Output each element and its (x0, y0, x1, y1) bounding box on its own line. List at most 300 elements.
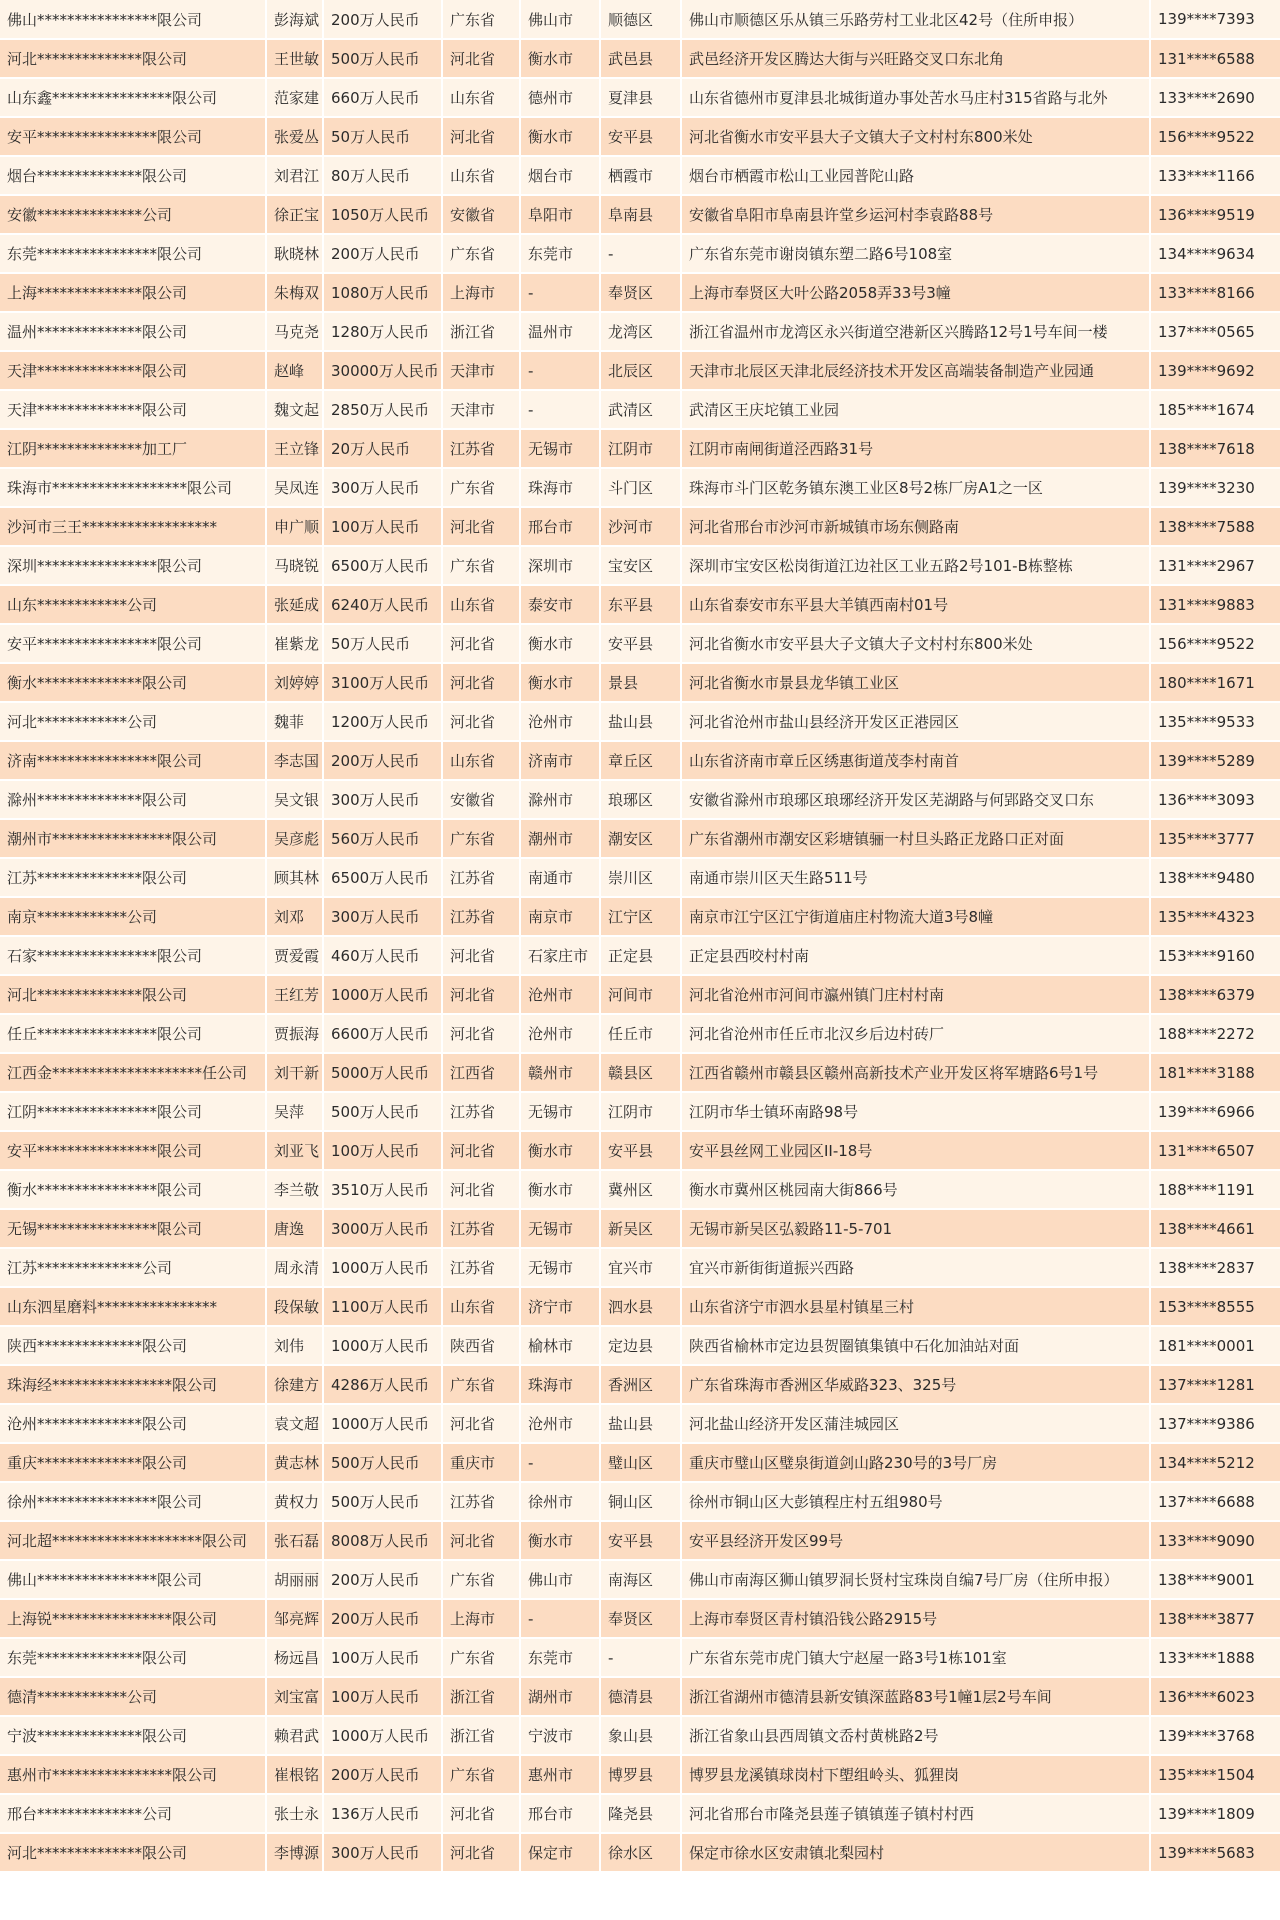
district-cell: 盐山县 (600, 702, 681, 741)
table-row (0, 1677, 1280, 1716)
registered-capital-cell: 300万人民币 (323, 1833, 442, 1872)
table-row (0, 1755, 1280, 1794)
phone-cell: 135****9533 (1150, 702, 1280, 741)
phone-cell: 133****2690 (1150, 78, 1280, 117)
table-row (0, 819, 1280, 858)
registered-capital-cell: 1280万人民币 (323, 312, 442, 351)
city-cell: - (520, 1599, 600, 1638)
province-cell: 广东省 (442, 468, 520, 507)
table-row (0, 390, 1280, 429)
city-cell: 无锡市 (520, 429, 600, 468)
city-cell: 赣州市 (520, 1053, 600, 1092)
company-name-cell: 东莞**************限公司 (0, 1638, 266, 1677)
phone-cell: 138****3877 (1150, 1599, 1280, 1638)
table-row (0, 1014, 1280, 1053)
province-cell: 山东省 (442, 1287, 520, 1326)
district-cell: 章丘区 (600, 741, 681, 780)
address-cell: 河北省衡水市安平县大子文镇大子文村村东800米处 (681, 624, 1150, 663)
table-row (0, 780, 1280, 819)
registered-capital-cell: 1080万人民币 (323, 273, 442, 312)
address-cell: 广东省东莞市虎门镇大宁赵屋一路3号1栋101室 (681, 1638, 1150, 1677)
table-row (0, 1209, 1280, 1248)
district-cell: 潮安区 (600, 819, 681, 858)
district-cell: 隆尧县 (600, 1794, 681, 1833)
contact-name-cell: 耿晓林 (266, 234, 323, 273)
province-cell: 江苏省 (442, 1248, 520, 1287)
table-row (0, 234, 1280, 273)
city-cell: 衡水市 (520, 1521, 600, 1560)
contact-name-cell: 魏文起 (266, 390, 323, 429)
registered-capital-cell: 50万人民币 (323, 117, 442, 156)
city-cell: 沧州市 (520, 975, 600, 1014)
district-cell: 璧山区 (600, 1443, 681, 1482)
city-cell: 东莞市 (520, 234, 600, 273)
registered-capital-cell: 300万人民币 (323, 897, 442, 936)
registered-capital-cell: 1000万人民币 (323, 1404, 442, 1443)
phone-cell: 131****2967 (1150, 546, 1280, 585)
contact-name-cell: 王立锋 (266, 429, 323, 468)
address-cell: 河北省沧州市任丘市北汉乡后边村砖厂 (681, 1014, 1150, 1053)
phone-cell: 131****6588 (1150, 39, 1280, 78)
district-cell: 河间市 (600, 975, 681, 1014)
company-name-cell: 烟台**************限公司 (0, 156, 266, 195)
table-row (0, 1365, 1280, 1404)
address-cell: 江阴市南闸街道泾西路31号 (681, 429, 1150, 468)
district-cell: 江阴市 (600, 429, 681, 468)
district-cell: 武邑县 (600, 39, 681, 78)
province-cell: 山东省 (442, 78, 520, 117)
province-cell: 山东省 (442, 585, 520, 624)
city-cell: 佛山市 (520, 0, 600, 39)
district-cell: 景县 (600, 663, 681, 702)
company-name-cell: 陕西**************限公司 (0, 1326, 266, 1365)
registered-capital-cell: 5000万人民币 (323, 1053, 442, 1092)
address-cell: 浙江省湖州市德清县新安镇深蓝路83号1幢1层2号车间 (681, 1677, 1150, 1716)
district-cell: 南海区 (600, 1560, 681, 1599)
district-cell: 阜南县 (600, 195, 681, 234)
company-name-cell: 衡水**************限公司 (0, 663, 266, 702)
company-name-cell: 安平****************限公司 (0, 624, 266, 663)
registered-capital-cell: 80万人民币 (323, 156, 442, 195)
phone-cell: 139****3230 (1150, 468, 1280, 507)
registered-capital-cell: 460万人民币 (323, 936, 442, 975)
contact-name-cell: 刘亚飞 (266, 1131, 323, 1170)
phone-cell: 133****8166 (1150, 273, 1280, 312)
province-cell: 天津市 (442, 390, 520, 429)
contact-name-cell: 李兰敬 (266, 1170, 323, 1209)
district-cell: 象山县 (600, 1716, 681, 1755)
contact-name-cell: 王红芳 (266, 975, 323, 1014)
registered-capital-cell: 6500万人民币 (323, 858, 442, 897)
province-cell: 安徽省 (442, 780, 520, 819)
district-cell: 奉贤区 (600, 273, 681, 312)
address-cell: 无锡市新吴区弘毅路11-5-701 (681, 1209, 1150, 1248)
address-cell: 博罗县龙溪镇球岗村下塱组岭头、狐狸岗 (681, 1755, 1150, 1794)
registered-capital-cell: 100万人民币 (323, 1638, 442, 1677)
phone-cell: 137****1281 (1150, 1365, 1280, 1404)
table-row (0, 1287, 1280, 1326)
company-name-cell: 上海**************限公司 (0, 273, 266, 312)
registered-capital-cell: 560万人民币 (323, 819, 442, 858)
district-cell: 定边县 (600, 1326, 681, 1365)
address-cell: 江阴市华士镇环南路98号 (681, 1092, 1150, 1131)
address-cell: 重庆市璧山区璧泉街道剑山路230号的3号厂房 (681, 1443, 1150, 1482)
contact-name-cell: 朱梅双 (266, 273, 323, 312)
district-cell: 安平县 (600, 624, 681, 663)
province-cell: 江苏省 (442, 1482, 520, 1521)
province-cell: 江苏省 (442, 1209, 520, 1248)
contact-name-cell: 李志国 (266, 741, 323, 780)
phone-cell: 138****2837 (1150, 1248, 1280, 1287)
address-cell: 天津市北辰区天津北辰经济技术开发区高端装备制造产业园通 (681, 351, 1150, 390)
phone-cell: 135****4323 (1150, 897, 1280, 936)
registered-capital-cell: 200万人民币 (323, 0, 442, 39)
contact-name-cell: 张士永 (266, 1794, 323, 1833)
table-row (0, 507, 1280, 546)
company-name-cell: 重庆**************限公司 (0, 1443, 266, 1482)
table-row (0, 1248, 1280, 1287)
province-cell: 天津市 (442, 351, 520, 390)
contact-name-cell: 顾其林 (266, 858, 323, 897)
table-row (0, 936, 1280, 975)
district-cell: 栖霞市 (600, 156, 681, 195)
province-cell: 河北省 (442, 507, 520, 546)
address-cell: 河北省邢台市隆尧县莲子镇镇莲子镇村村西 (681, 1794, 1150, 1833)
province-cell: 上海市 (442, 273, 520, 312)
registered-capital-cell: 136万人民币 (323, 1794, 442, 1833)
city-cell: 邢台市 (520, 507, 600, 546)
contact-name-cell: 刘伟 (266, 1326, 323, 1365)
company-name-cell: 惠州市****************限公司 (0, 1755, 266, 1794)
district-cell: 斗门区 (600, 468, 681, 507)
phone-cell: 134****5212 (1150, 1443, 1280, 1482)
city-cell: 珠海市 (520, 1365, 600, 1404)
company-name-cell: 江苏**************限公司 (0, 858, 266, 897)
address-cell: 佛山市南海区狮山镇罗洞长贤村宝珠岗自编7号厂房（住所申报） (681, 1560, 1150, 1599)
contact-name-cell: 赵峰 (266, 351, 323, 390)
phone-cell: 137****0565 (1150, 312, 1280, 351)
district-cell: 崇川区 (600, 858, 681, 897)
phone-cell: 136****3093 (1150, 780, 1280, 819)
district-cell: 宜兴市 (600, 1248, 681, 1287)
address-cell: 陕西省榆林市定边县贺圈镇集镇中石化加油站对面 (681, 1326, 1150, 1365)
contact-name-cell: 段保敏 (266, 1287, 323, 1326)
phone-cell: 131****9883 (1150, 585, 1280, 624)
contact-name-cell: 唐逸 (266, 1209, 323, 1248)
address-cell: 佛山市顺德区乐从镇三乐路劳村工业北区42号（住所申报） (681, 0, 1150, 39)
phone-cell: 188****2272 (1150, 1014, 1280, 1053)
table-row (0, 1716, 1280, 1755)
registered-capital-cell: 50万人民币 (323, 624, 442, 663)
district-cell: 沙河市 (600, 507, 681, 546)
contact-name-cell: 申广顺 (266, 507, 323, 546)
district-cell: 徐水区 (600, 1833, 681, 1872)
contact-name-cell: 李博源 (266, 1833, 323, 1872)
district-cell: - (600, 234, 681, 273)
district-cell: 武清区 (600, 390, 681, 429)
phone-cell: 133****9090 (1150, 1521, 1280, 1560)
province-cell: 浙江省 (442, 1677, 520, 1716)
province-cell: 河北省 (442, 936, 520, 975)
registered-capital-cell: 500万人民币 (323, 1443, 442, 1482)
city-cell: 沧州市 (520, 1014, 600, 1053)
contact-name-cell: 贾爱霞 (266, 936, 323, 975)
city-cell: 南京市 (520, 897, 600, 936)
city-cell: - (520, 1443, 600, 1482)
contact-name-cell: 吴文银 (266, 780, 323, 819)
company-name-cell: 佛山****************限公司 (0, 1560, 266, 1599)
district-cell: 博罗县 (600, 1755, 681, 1794)
company-name-cell: 宁波**************限公司 (0, 1716, 266, 1755)
province-cell: 安徽省 (442, 195, 520, 234)
province-cell: 江苏省 (442, 858, 520, 897)
address-cell: 上海市奉贤区大叶公路2058弄33号3幢 (681, 273, 1150, 312)
contact-name-cell: 张延成 (266, 585, 323, 624)
province-cell: 陕西省 (442, 1326, 520, 1365)
province-cell: 河北省 (442, 975, 520, 1014)
city-cell: 衡水市 (520, 1170, 600, 1209)
contact-name-cell: 吴凤连 (266, 468, 323, 507)
contact-name-cell: 胡丽丽 (266, 1560, 323, 1599)
province-cell: 广东省 (442, 1638, 520, 1677)
address-cell: 山东省济南市章丘区绣惠街道茂李村南首 (681, 741, 1150, 780)
city-cell: 德州市 (520, 78, 600, 117)
table-row (0, 1521, 1280, 1560)
company-name-cell: 潮州市****************限公司 (0, 819, 266, 858)
contact-name-cell: 黄权力 (266, 1482, 323, 1521)
contact-name-cell: 张石磊 (266, 1521, 323, 1560)
contact-name-cell: 徐正宝 (266, 195, 323, 234)
address-cell: 南通市崇川区天生路511号 (681, 858, 1150, 897)
district-cell: 正定县 (600, 936, 681, 975)
district-cell: 夏津县 (600, 78, 681, 117)
company-name-cell: 济南****************限公司 (0, 741, 266, 780)
company-name-cell: 河北超********************限公司 (0, 1521, 266, 1560)
city-cell: 潮州市 (520, 819, 600, 858)
address-cell: 徐州市铜山区大彭镇程庄村五组980号 (681, 1482, 1150, 1521)
contact-name-cell: 马克尧 (266, 312, 323, 351)
registered-capital-cell: 100万人民币 (323, 507, 442, 546)
table-row (0, 1443, 1280, 1482)
table-row (0, 1326, 1280, 1365)
company-name-cell: 德清************公司 (0, 1677, 266, 1716)
registered-capital-cell: 500万人民币 (323, 1092, 442, 1131)
district-cell: 顺德区 (600, 0, 681, 39)
province-cell: 浙江省 (442, 312, 520, 351)
address-cell: 武清区王庆坨镇工业园 (681, 390, 1150, 429)
registered-capital-cell: 200万人民币 (323, 234, 442, 273)
province-cell: 江西省 (442, 1053, 520, 1092)
registered-capital-cell: 3510万人民币 (323, 1170, 442, 1209)
company-name-cell: 山东************公司 (0, 585, 266, 624)
phone-cell: 138****6379 (1150, 975, 1280, 1014)
phone-cell: 180****1671 (1150, 663, 1280, 702)
phone-cell: 185****1674 (1150, 390, 1280, 429)
address-cell: 广东省珠海市香洲区华威路323、325号 (681, 1365, 1150, 1404)
phone-cell: 181****3188 (1150, 1053, 1280, 1092)
contact-name-cell: 邹亮辉 (266, 1599, 323, 1638)
contact-name-cell: 彭海斌 (266, 0, 323, 39)
city-cell: 济南市 (520, 741, 600, 780)
city-cell: 阜阳市 (520, 195, 600, 234)
registered-capital-cell: 200万人民币 (323, 1599, 442, 1638)
registered-capital-cell: 20万人民币 (323, 429, 442, 468)
contact-name-cell: 杨远昌 (266, 1638, 323, 1677)
company-name-cell: 沧州**************限公司 (0, 1404, 266, 1443)
city-cell: 惠州市 (520, 1755, 600, 1794)
company-name-cell: 安徽**************公司 (0, 195, 266, 234)
city-cell: 烟台市 (520, 156, 600, 195)
phone-cell: 139****9692 (1150, 351, 1280, 390)
district-cell: 北辰区 (600, 351, 681, 390)
province-cell: 河北省 (442, 1833, 520, 1872)
city-cell: 石家庄市 (520, 936, 600, 975)
company-name-cell: 任丘****************限公司 (0, 1014, 266, 1053)
address-cell: 河北省衡水市景县龙华镇工业区 (681, 663, 1150, 702)
address-cell: 浙江省象山县西周镇文岙村黄桃路2号 (681, 1716, 1150, 1755)
phone-cell: 138****9480 (1150, 858, 1280, 897)
company-name-cell: 南京************公司 (0, 897, 266, 936)
province-cell: 河北省 (442, 39, 520, 78)
district-cell: 新吴区 (600, 1209, 681, 1248)
contact-name-cell: 刘君江 (266, 156, 323, 195)
city-cell: 滁州市 (520, 780, 600, 819)
company-name-cell: 安平****************限公司 (0, 117, 266, 156)
city-cell: - (520, 390, 600, 429)
table-row (0, 468, 1280, 507)
contact-name-cell: 徐建方 (266, 1365, 323, 1404)
table-row (0, 1404, 1280, 1443)
company-name-cell: 徐州****************限公司 (0, 1482, 266, 1521)
phone-cell: 156****9522 (1150, 624, 1280, 663)
address-cell: 上海市奉贤区青村镇沿钱公路2915号 (681, 1599, 1150, 1638)
district-cell: - (600, 1638, 681, 1677)
registered-capital-cell: 6500万人民币 (323, 546, 442, 585)
company-name-cell: 衡水****************限公司 (0, 1170, 266, 1209)
company-name-cell: 山东泗星磨料**************** (0, 1287, 266, 1326)
registered-capital-cell: 500万人民币 (323, 39, 442, 78)
company-name-cell: 东莞****************限公司 (0, 234, 266, 273)
table-row (0, 1560, 1280, 1599)
company-name-cell: 邢台**************公司 (0, 1794, 266, 1833)
contact-name-cell: 吴彦彪 (266, 819, 323, 858)
phone-cell: 131****6507 (1150, 1131, 1280, 1170)
province-cell: 广东省 (442, 0, 520, 39)
table-row (0, 1638, 1280, 1677)
province-cell: 上海市 (442, 1599, 520, 1638)
contact-name-cell: 赖君武 (266, 1716, 323, 1755)
registered-capital-cell: 1000万人民币 (323, 975, 442, 1014)
city-cell: 温州市 (520, 312, 600, 351)
city-cell: 泰安市 (520, 585, 600, 624)
company-name-cell: 河北**************限公司 (0, 39, 266, 78)
company-name-cell: 珠海经****************限公司 (0, 1365, 266, 1404)
address-cell: 南京市江宁区江宁街道庙庄村物流大道3号8幢 (681, 897, 1150, 936)
phone-cell: 181****0001 (1150, 1326, 1280, 1365)
phone-cell: 139****5289 (1150, 741, 1280, 780)
registered-capital-cell: 6240万人民币 (323, 585, 442, 624)
company-name-cell: 河北**************限公司 (0, 975, 266, 1014)
address-cell: 河北盐山经济开发区蒲洼城园区 (681, 1404, 1150, 1443)
table-row (0, 156, 1280, 195)
province-cell: 河北省 (442, 1014, 520, 1053)
table-row (0, 429, 1280, 468)
address-cell: 珠海市斗门区乾务镇东澳工业区8号2栋厂房A1之一区 (681, 468, 1150, 507)
province-cell: 河北省 (442, 702, 520, 741)
contact-name-cell: 范家建 (266, 78, 323, 117)
address-cell: 安平县经济开发区99号 (681, 1521, 1150, 1560)
company-name-cell: 石家****************限公司 (0, 936, 266, 975)
table-row (0, 351, 1280, 390)
city-cell: 沧州市 (520, 702, 600, 741)
company-name-cell: 珠海市******************限公司 (0, 468, 266, 507)
table-row (0, 1482, 1280, 1521)
district-cell: 盐山县 (600, 1404, 681, 1443)
registered-capital-cell: 1200万人民币 (323, 702, 442, 741)
registered-capital-cell: 100万人民币 (323, 1677, 442, 1716)
contact-name-cell: 王世敏 (266, 39, 323, 78)
company-name-cell: 温州**************限公司 (0, 312, 266, 351)
city-cell: 衡水市 (520, 1131, 600, 1170)
address-cell: 宜兴市新街街道振兴西路 (681, 1248, 1150, 1287)
phone-cell: 138****9001 (1150, 1560, 1280, 1599)
company-name-cell: 江阴****************限公司 (0, 1092, 266, 1131)
company-name-cell: 滁州**************限公司 (0, 780, 266, 819)
phone-cell: 137****9386 (1150, 1404, 1280, 1443)
address-cell: 河北省衡水市安平县大子文镇大子文村村东800米处 (681, 117, 1150, 156)
district-cell: 琅琊区 (600, 780, 681, 819)
province-cell: 河北省 (442, 117, 520, 156)
province-cell: 河北省 (442, 1131, 520, 1170)
address-cell: 山东省泰安市东平县大羊镇西南村01号 (681, 585, 1150, 624)
province-cell: 山东省 (442, 741, 520, 780)
company-name-cell: 沙河市三王****************** (0, 507, 266, 546)
phone-cell: 133****1888 (1150, 1638, 1280, 1677)
phone-cell: 139****5683 (1150, 1833, 1280, 1872)
phone-cell: 138****4661 (1150, 1209, 1280, 1248)
registered-capital-cell: 4286万人民币 (323, 1365, 442, 1404)
table-row (0, 975, 1280, 1014)
address-cell: 安徽省阜阳市阜南县许堂乡运河村李袁路88号 (681, 195, 1150, 234)
province-cell: 广东省 (442, 546, 520, 585)
district-cell: 江宁区 (600, 897, 681, 936)
city-cell: 珠海市 (520, 468, 600, 507)
phone-cell: 134****9634 (1150, 234, 1280, 273)
city-cell: 湖州市 (520, 1677, 600, 1716)
table-row (0, 1833, 1280, 1872)
province-cell: 江苏省 (442, 429, 520, 468)
registered-capital-cell: 660万人民币 (323, 78, 442, 117)
registered-capital-cell: 300万人民币 (323, 780, 442, 819)
registered-capital-cell: 1100万人民币 (323, 1287, 442, 1326)
city-cell: 衡水市 (520, 663, 600, 702)
district-cell: 铜山区 (600, 1482, 681, 1521)
phone-cell: 135****3777 (1150, 819, 1280, 858)
address-cell: 河北省沧州市盐山县经济开发区正港园区 (681, 702, 1150, 741)
table-row (0, 624, 1280, 663)
province-cell: 河北省 (442, 1521, 520, 1560)
city-cell: - (520, 273, 600, 312)
address-cell: 山东省济宁市泗水县星村镇星三村 (681, 1287, 1150, 1326)
contact-name-cell: 刘婷婷 (266, 663, 323, 702)
phone-cell: 137****6688 (1150, 1482, 1280, 1521)
province-cell: 河北省 (442, 663, 520, 702)
district-cell: 赣县区 (600, 1053, 681, 1092)
phone-cell: 139****3768 (1150, 1716, 1280, 1755)
address-cell: 江西省赣州市赣县区赣州高新技术产业开发区将军塘路6号1号 (681, 1053, 1150, 1092)
company-name-cell: 安平****************限公司 (0, 1131, 266, 1170)
registered-capital-cell: 2850万人民币 (323, 390, 442, 429)
